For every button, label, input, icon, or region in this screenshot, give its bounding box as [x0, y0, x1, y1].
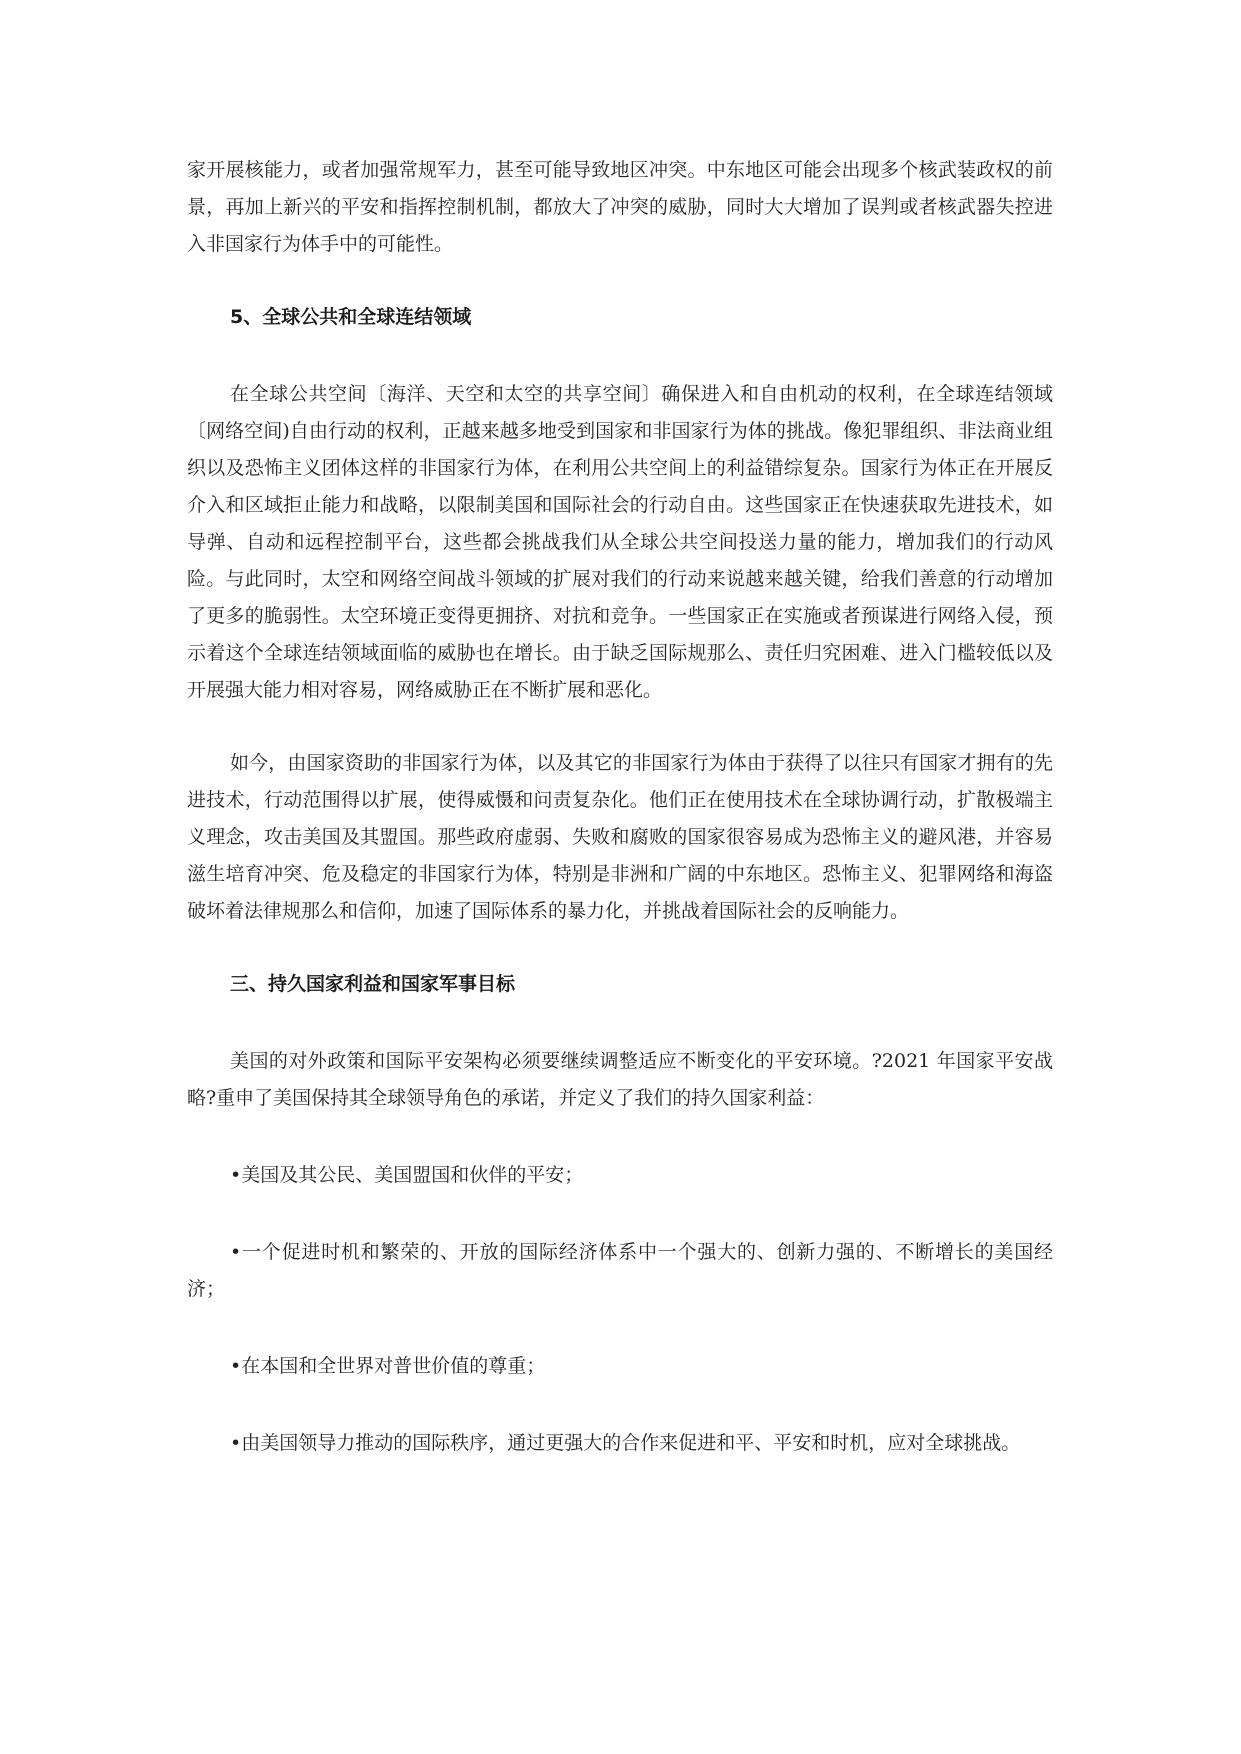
paragraph-foreign-policy: 美国的对外政策和国际平安架构必须要继续调整适应不断变化的平安环境。?2021 年国家平安战略?重申了美国保持其全球领导角色的承诺，并定义了我们的持久国家利益：: [187, 1050, 1053, 1109]
bullet-item-universal-values: •在本国和全世界对普世价值的尊重；: [230, 1355, 546, 1377]
document-body: [187, 152, 1053, 1462]
bullet-item-security: •美国及其公民、美国盟国和伙伴的平安；: [230, 1164, 584, 1186]
section-heading-national-interests: 三、持久国家利益和国家军事目标: [230, 973, 516, 995]
paragraph-nuclear-conflict: 家开展核能力，或者加强常规军力，甚至可能导致地区冲突。中东地区可能会出现多个核武装政权的前景，再加上新兴的平安和指挥控制机制，都放大了冲突的威胁，同时大大增加了误判或者核武器失控进入非国家行为体手中的可能性。: [187, 159, 1053, 255]
paragraph-non-state-actors: 如今，由国家资助的非国家行为体，以及其它的非国家行为体由于获得了以往只有国家才拥有的先进技术，行动范围得以扩展，使得威慑和问责复杂化。他们正在使用技术在全球协调行动，扩散极端主义理念，攻击美国及其盟国。那些政府虚弱、失败和腐败的国家很容易成为恐怖主义的避风港，并容易滋生培育冲突、危及稳定的非国家行为体，特别是非洲和广阔的中东地区。恐怖主义、犯罪网络和海盗破坏着法律规那么和信仰，加速了国际体系的暴力化，并挑战着国际社会的反响能力。: [187, 752, 1053, 922]
section-heading-global-commons: 5、全球公共和全球连结领域: [230, 306, 472, 328]
bullet-item-international-order: •由美国领导力推动的国际秩序，通过更强大的合作来促进和平、平安和时机，应对全球挑战。: [230, 1432, 1021, 1454]
bullet-item-economy: •一个促进时机和繁荣的、开放的国际经济体系中一个强大的、创新力强的、不断增长的美国经济；: [187, 1241, 1053, 1300]
paragraph-global-commons: 在全球公共空间〔海洋、天空和太空的共享空间〕确保进入和自由机动的权利，在全球连结领域〔网络空间)自由行动的权利，正越来越多地受到国家和非国家行为体的挑战。像犯罪组织、非法商业组织以及恐怖主义团体这样的非国家行为体，在利用公共空间上的利益错综复杂。国家行为体正在开展反介入和区域拒止能力和战略，以限制美国和国际社会的行动自由。这些国家正在快速获取先进技术，如导弹、自动和远程控制平台，这些都会挑战我们从全球公共空间投送力量的能力，增加我们的行动风险。与此同时，太空和网络空间战斗领域的扩展对我们的行动来说越来越关键，给我们善意的行动增加了更多的脆弱性。太空环境正变得更拥挤、对抗和竞争。一些国家正在实施或者预谋进行网络入侵，预示着这个全球连结领域面临的威胁也在增长。由于缺乏国际规那么、责任归究困难、进入门槛较低以及开展强大能力相对容易，网络威胁正在不断扩展和恶化。: [187, 383, 1053, 701]
